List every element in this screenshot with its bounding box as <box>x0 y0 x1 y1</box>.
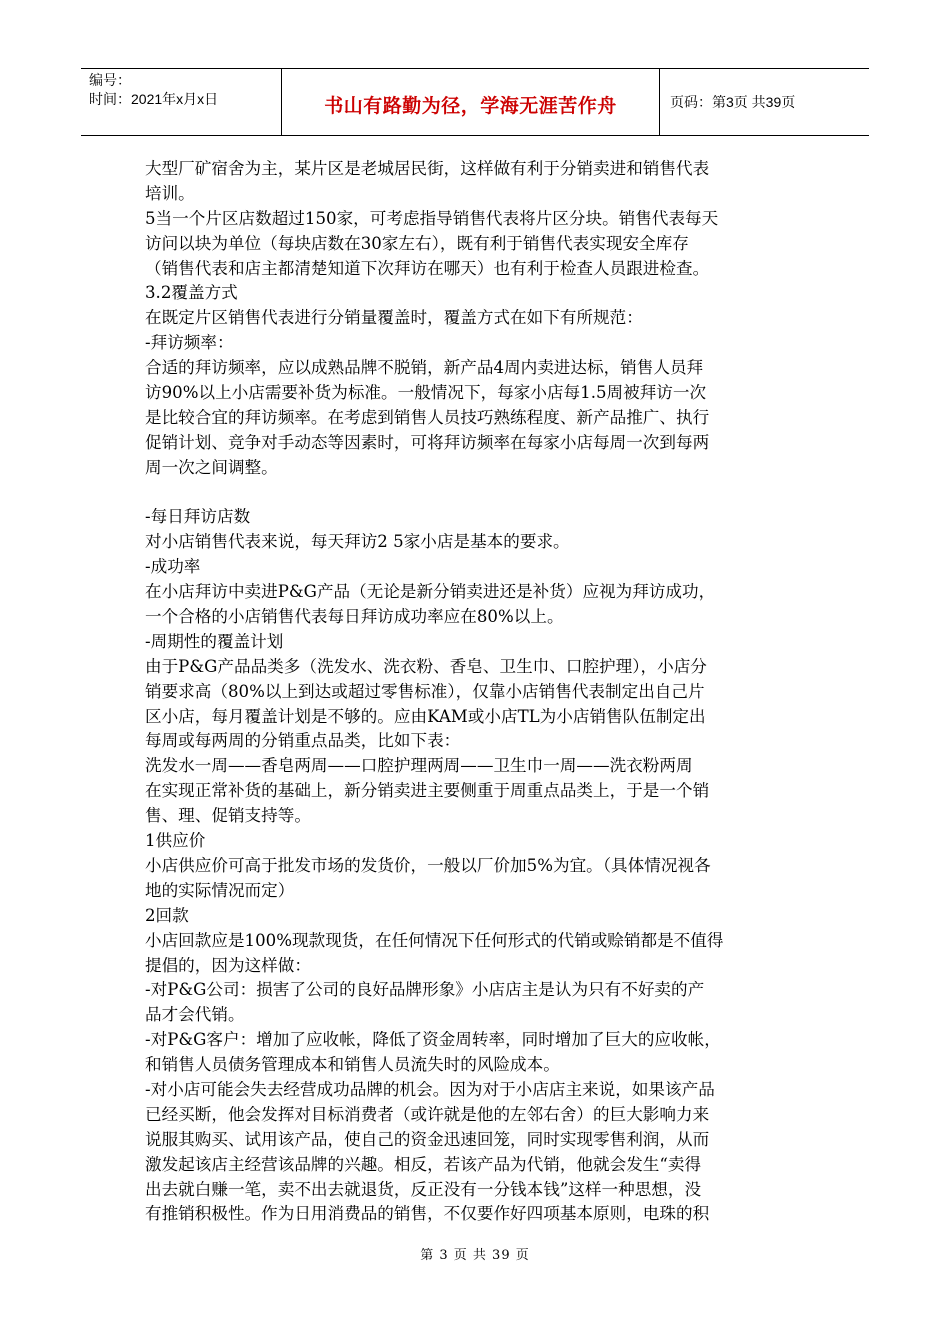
body-text-line: 在小店拜访中卖进P&G产品（无论是新分销卖进还是补货）应视为拜访成功， <box>145 582 716 602</box>
document-number-label: 编号： <box>89 72 131 88</box>
body-text-line: 大型厂矿宿舍为主，某片区是老城居民街，这样做有利于分销卖进和销售代表 <box>145 159 710 178</box>
body-text-line: 小店供应价可高于批发市场的发货价，一般以厂价加5%为宜。（具体情况视各 <box>145 855 711 875</box>
body-text-line: 激发起该店主经营该品牌的兴趣。相反，若该产品为代销，他就会发生“卖得 <box>145 1154 702 1174</box>
page-footer: 第 3 页 共 39 页 <box>420 1248 530 1263</box>
blank-line <box>145 481 810 506</box>
body-text-line: 2回款 <box>145 905 189 925</box>
document-date-label: 时间：2021年x月x日 <box>89 91 219 107</box>
body-text-line: 销要求高（80%以上到达或超过零售标准），仅靠小店销售代表制定出自己片 <box>145 681 705 701</box>
body-text-line: -每日拜访店数 <box>145 507 251 527</box>
body-text-line: 提倡的，因为这样做： <box>145 955 311 975</box>
body-text-line: 3.2覆盖方式 <box>145 283 238 303</box>
body-text-line: 有推销积极性。作为日用消费品的销售，不仅要作好四项基本原则，电珠的积 <box>145 1204 710 1224</box>
body-text-line: 小店回款应是100%现款现货，在任何情况下任何形式的代销或赊销都是不值得 <box>145 930 724 950</box>
header-page-cell <box>660 69 869 135</box>
header-meta-cell <box>81 69 282 135</box>
body-text-line: -对P&G公司：损害了公司的良好品牌形象》小店店主是认为只有不好卖的产 <box>145 980 705 1000</box>
body-text-line: 售、理、促销支持等。 <box>145 806 311 826</box>
body-text-line: 洗发水一周——香皂两周——口腔护理两周——卫生巾一周——洗衣粉两周 <box>145 756 693 776</box>
header-motto-cell <box>282 69 660 135</box>
body-text-line: 一个合格的小店销售代表每日拜访成功率应在80%以上。 <box>145 607 564 627</box>
body-text-line: 对小店销售代表来说，每天拜访2 5家小店是基本的要求。 <box>145 532 570 552</box>
document-body <box>145 157 810 1227</box>
body-text-line: 在实现正常补货的基础上，新分销卖进主要侧重于周重点品类上，于是一个销 <box>145 781 710 801</box>
body-text-line: 合适的拜访频率，应以成熟品牌不脱销，新产品4周内卖进达标，销售人员拜 <box>145 358 704 378</box>
body-text-line: 1供应价 <box>145 831 206 851</box>
body-text-line: 品才会代销。 <box>145 1005 245 1025</box>
body-text-line: 说服其购买、试用该产品，使自己的资金迅速回笼，同时实现零售利润，从而 <box>145 1129 710 1149</box>
body-text-line: -周期性的覆盖计划 <box>145 631 284 651</box>
body-text-line: 由于P&G产品品类多（洗发水、洗衣粉、香皂、卫生巾、口腔护理），小店分 <box>145 656 707 676</box>
body-text-line: 是比较合宜的拜访频率。在考虑到销售人员技巧熟练程度、新产品推广、执行 <box>145 407 710 427</box>
body-text-line: 地的实际情况而定） <box>145 880 295 900</box>
body-text-line: （销售代表和店主都清楚知道下次拜访在哪天）也有利于检查人员跟进检查。 <box>145 258 710 278</box>
body-text-line: -对小店可能会失去经营成功品牌的机会。因为对于小店店主来说，如果该产品 <box>145 1079 715 1099</box>
body-text-line: 5当一个片区店数超过150家，可考虑指导销售代表将片区分块。销售代表每天 <box>145 208 719 228</box>
body-text-line: -拜访频率： <box>145 333 234 353</box>
body-text-line: 和销售人员债务管理成本和销售人员流失时的风险成本。 <box>145 1055 560 1075</box>
body-text-line: 已经买断，他会发挥对目标消费者（或许就是他的左邻右舍）的巨大影响力来 <box>145 1104 710 1124</box>
body-text-line: 访90%以上小店需要补货为标准。一般情况下，每家小店每1.5周被拜访一次 <box>145 383 707 403</box>
body-text-line: 出去就白赚一笔，卖不出去就退货，反正没有一分钱本钱”这样一种思想，没 <box>145 1179 702 1199</box>
body-text-line: 区小店，每月覆盖计划是不够的。应由KAM或小店TL为小店销售队伍制定出 <box>145 706 706 726</box>
body-text-line: 周一次之间调整。 <box>145 457 278 477</box>
header-page-info: 页码：第3页 共39页 <box>670 94 796 110</box>
header-motto: 书山有路勤为径，学海无涯苦作舟 <box>324 94 617 117</box>
body-text-line: 每周或每两周的分销重点品类，比如下表： <box>145 731 461 751</box>
page-header <box>81 68 869 136</box>
body-text-line: 促销计划、竞争对手动态等因素时，可将拜访频率在每家小店每周一次到每两 <box>145 432 710 452</box>
body-text-line: -成功率 <box>145 557 201 577</box>
body-text-line: -对P&G客户：增加了应收帐，降低了资金周转率，同时增加了巨大的应收帐， <box>145 1030 721 1050</box>
body-text-line: 在既定片区销售代表进行分销量覆盖时，覆盖方式在如下有所规范： <box>145 308 643 328</box>
body-text-line: 培训。 <box>145 183 195 203</box>
body-text-line: 访问以块为单位（每块店数在30家左右），既有利于销售代表实现安全库存 <box>145 233 689 253</box>
